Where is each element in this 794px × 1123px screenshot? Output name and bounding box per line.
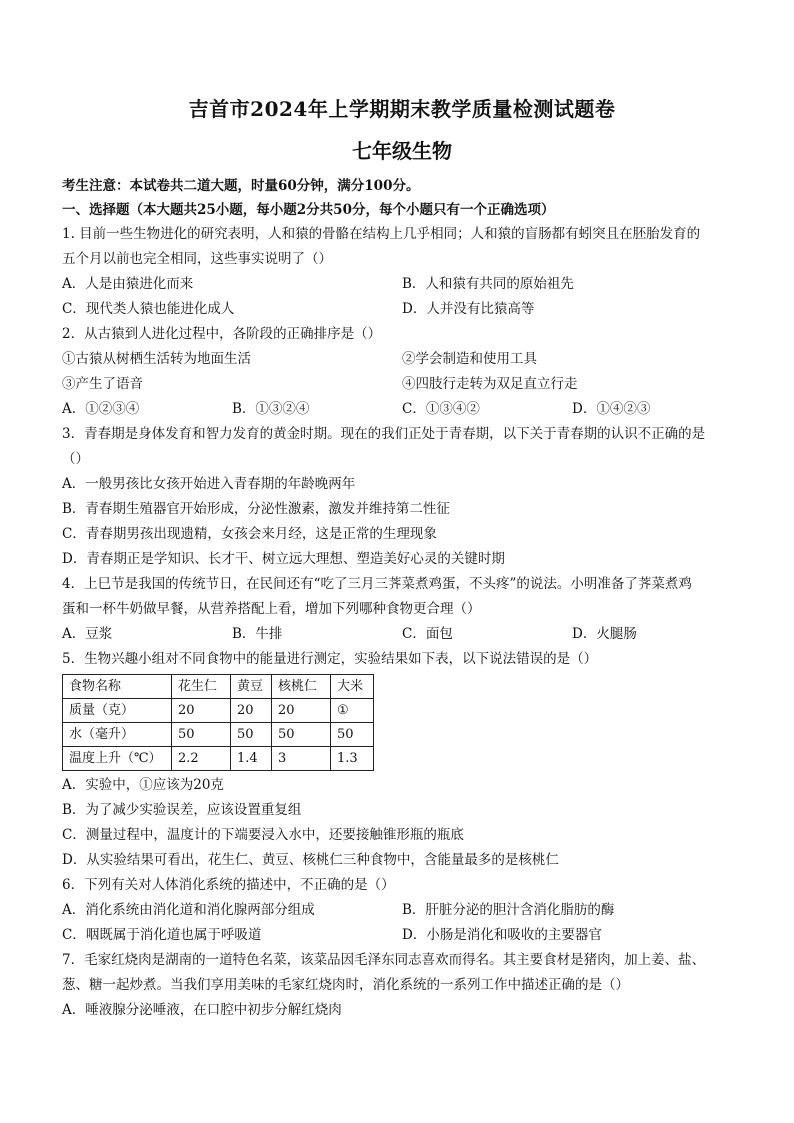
table-row — [63, 747, 374, 771]
question-stem: （） — [62, 451, 89, 467]
question-stem: 5．生物兴趣小组对不同食物中的能量进行测定，实验结果如下表，以下说法错误的是（） — [62, 651, 598, 667]
option-b: B．为了减少实验误差，应该设置重复组 — [62, 802, 302, 818]
table-cell: 食物名称 — [63, 675, 172, 699]
statement-4: ④四肢行走转为双足直立行走 — [402, 376, 578, 392]
question-stem: 1. 目前一些生物进化的研究表明，人和猿的骨骼在结构上几乎相同；人和猿的盲肠都有蚓突且在胚胎发育的 — [62, 226, 701, 242]
section-heading: 一、选择题（本大题共25小题，每小题2分共50分，每个小题只有一个正确选项） — [62, 202, 555, 218]
option-a: A．一般男孩比女孩开始进入青春期的年龄晚两年 — [62, 476, 356, 492]
question-2 — [62, 322, 742, 422]
option-c: C．青春期男孩出现遗精，女孩会来月经，这是正常的生理现象 — [62, 526, 437, 542]
table-cell: 质量（克） — [63, 699, 172, 723]
option-c: C．①③④② — [402, 401, 480, 417]
table-cell: 水（毫升） — [63, 723, 172, 747]
question-6 — [62, 873, 742, 948]
question-4 — [62, 572, 742, 647]
option-a: A．实验中，①应该为20克 — [62, 777, 224, 793]
option-d: D．人并没有比猿高等 — [402, 301, 535, 317]
statement-1: ①古猿从树栖生活转为地面生活 — [62, 351, 251, 367]
option-b: B．①③②④ — [232, 401, 310, 417]
table-cell: 核桃仁 — [272, 675, 331, 699]
table-row — [63, 723, 374, 747]
table-cell: 20 — [272, 699, 331, 723]
food-energy-table — [62, 674, 374, 771]
question-stem: 葱、糖一起炒煮。当我们享用美味的毛家红烧肉时，消化系统的一系列工作中描述正确的是（） — [62, 977, 629, 993]
table-cell: 花生仁 — [172, 675, 231, 699]
question-stem: 蛋和一杯牛奶做早餐，从营养搭配上看，增加下列哪种食物更合理（） — [62, 601, 481, 617]
option-c: C．面包 — [402, 626, 453, 642]
option-b: B．人和猿有共同的原始祖先 — [402, 276, 574, 292]
question-stem: 3．青春期是身体发育和智力发育的黄金时期。现在的我们正处于青春期，以下关于青春期的认识不正确的是 — [62, 426, 706, 442]
table-cell: 温度上升（℃） — [63, 747, 172, 771]
option-b: B．牛排 — [232, 626, 283, 642]
table-cell: 50 — [331, 723, 374, 747]
table-row — [63, 699, 374, 723]
table-cell: 20 — [172, 699, 231, 723]
option-a: A．唾液腺分泌唾液，在口腔中初步分解红烧肉 — [62, 1002, 342, 1018]
table-cell: 2.2 — [172, 747, 231, 771]
question-stem: 2．从古猿到人进化过程中，各阶段的正确排序是（） — [62, 326, 382, 342]
option-a: A．①②③④ — [62, 401, 140, 417]
exam-notice: 考生注意：本试卷共二道大题，时量60分钟，满分100分。 — [62, 178, 420, 194]
option-c: C．现代类人猿也能进化成人 — [62, 301, 235, 317]
table-cell: 黄豆 — [231, 675, 272, 699]
statement-3: ③产生了语音 — [62, 376, 143, 392]
option-b: B．青春期生殖器官开始形成，分泌性激素，激发并维持第二性征 — [62, 501, 450, 517]
option-d: D．火腿肠 — [572, 626, 637, 642]
exam-subtitle: 七年级生物 — [352, 139, 452, 163]
table-cell: 50 — [172, 723, 231, 747]
option-d: D．①④②③ — [572, 401, 651, 417]
question-7 — [62, 948, 742, 1023]
table-cell: 1.4 — [231, 747, 272, 771]
question-1 — [62, 222, 742, 322]
question-stem: 6．下列有关对人体消化系统的描述中，不正确的是（） — [62, 877, 395, 893]
option-c: C．咽既属于消化道也属于呼吸道 — [62, 927, 262, 943]
option-c: C．测量过程中，温度计的下端要浸入水中，还要接触锥形瓶的瓶底 — [62, 827, 464, 843]
table-cell: 50 — [231, 723, 272, 747]
exam-page — [62, 92, 742, 1023]
table-cell: 20 — [231, 699, 272, 723]
option-a: A．消化系统由消化道和消化腺两部分组成 — [62, 902, 315, 918]
table-cell: 3 — [272, 747, 331, 771]
table-cell: 1.3 — [331, 747, 374, 771]
option-d: D．从实验结果可看出，花生仁、黄豆、核桃仁三种食物中，含能量最多的是核桃仁 — [62, 852, 559, 868]
option-a: A．豆浆 — [62, 626, 113, 642]
option-a: A．人是由猿进化而来 — [62, 276, 194, 292]
exam-title: 吉首市2024年上学期期末教学质量检测试题卷 — [188, 97, 616, 121]
table-row — [63, 675, 374, 699]
table-cell: ① — [331, 699, 374, 723]
question-3 — [62, 422, 742, 572]
table-cell: 50 — [272, 723, 331, 747]
table-cell: 大米 — [331, 675, 374, 699]
question-5 — [62, 647, 742, 873]
option-d: D．小肠是消化和吸收的主要器官 — [402, 927, 602, 943]
question-stem: 4．上巳节是我国的传统节日，在民间还有“吃了三月三荠菜煮鸡蛋，不头疼”的说法。小明准备了荠菜煮鸡 — [62, 576, 692, 592]
statement-2: ②学会制造和使用工具 — [402, 351, 537, 367]
question-stem: 7．毛家红烧肉是湖南的一道特色名菜，该菜品因毛泽东同志喜欢而得名。其主要食材是猪肉，加上姜、盐、 — [62, 952, 706, 968]
option-d: D．青春期正是学知识、长才干、树立远大理想、塑造美好心灵的关键时期 — [62, 551, 505, 567]
question-stem: 五个月以前也完全相同，这些事实说明了（） — [62, 251, 332, 267]
option-b: B．肝脏分泌的胆汁含消化脂肪的酶 — [402, 902, 615, 918]
